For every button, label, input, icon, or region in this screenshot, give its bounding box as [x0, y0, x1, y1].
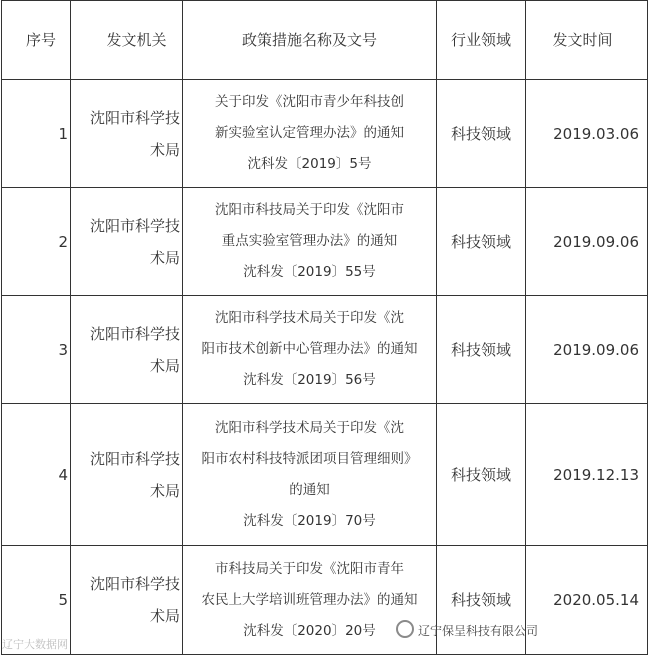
watermark-right: [396, 620, 538, 639]
policy-name-line: 阳市技术创新中心管理办法》的通知: [201, 341, 418, 357]
table-row: [2, 296, 648, 404]
header-industry: 行业领域: [437, 1, 526, 80]
table-header-row: [2, 1, 648, 80]
header-seq: 序号: [2, 1, 71, 80]
row-policy-name: [183, 404, 437, 546]
watermark-right-text: 辽宁保呈科技有限公司: [418, 624, 539, 638]
policy-name-line: 沈阳市科学技术局关于印发《沈: [215, 310, 404, 326]
header-date: 发文时间: [526, 1, 648, 80]
row-industry: 科技领域: [437, 404, 526, 546]
policy-doc-number: 沈科发〔2019〕56号: [243, 372, 376, 388]
table-row: [2, 546, 648, 655]
policy-name-line: 沈阳市科学技术局关于印发《沈: [215, 419, 404, 436]
row-policy-name: [183, 296, 437, 404]
header-org: 发文机关: [71, 1, 183, 80]
policy-name-line: 新实验室认定管理办法》的通知: [215, 125, 404, 141]
table-row: [2, 404, 648, 546]
row-org: 沈阳市科学技术局: [71, 296, 183, 404]
row-policy-name: [183, 188, 437, 296]
row-date: 2019.03.06: [526, 80, 648, 188]
policy-doc-number: 沈科发〔2020〕20号: [243, 622, 376, 639]
policy-doc-number: 沈科发〔2019〕5号: [247, 156, 372, 172]
policy-doc-number: 沈科发〔2019〕55号: [243, 264, 376, 280]
row-date: 2019.12.13: [526, 404, 648, 546]
policy-name-line: 关于印发《沈阳市青少年科技创: [215, 94, 404, 110]
row-seq: 5: [2, 546, 71, 655]
table-row: [2, 188, 648, 296]
row-org: 沈阳市科学技术局: [71, 80, 183, 188]
row-date: 2019.09.06: [526, 296, 648, 404]
header-name: 政策措施名称及文号: [183, 1, 437, 80]
row-industry: 科技领域: [437, 188, 526, 296]
policy-table: [1, 0, 648, 655]
policy-name-line: 农民上大学培训班管理办法》的通知: [201, 591, 418, 608]
policy-doc-number: 沈科发〔2019〕70号: [243, 512, 376, 529]
policy-name-line: 重点实验室管理办法》的通知: [221, 233, 398, 249]
policy-name-line: 阳市农村科技特派团项目管理细则》: [201, 450, 418, 467]
row-org: 沈阳市科学技术局: [71, 546, 183, 655]
table-row: [2, 80, 648, 188]
row-industry: 科技领域: [437, 80, 526, 188]
row-date: 2020.05.14: [526, 546, 648, 655]
row-seq: 3: [2, 296, 71, 404]
policy-name-line: 的通知: [289, 481, 330, 498]
company-logo-icon: [396, 620, 414, 638]
row-seq: 2: [2, 188, 71, 296]
row-policy-name: [183, 80, 437, 188]
policy-name-line: 市科技局关于印发《沈阳市青年: [215, 560, 404, 577]
row-org: 沈阳市科学技术局: [71, 404, 183, 546]
row-industry: 科技领域: [437, 546, 526, 655]
row-seq: 1: [2, 80, 71, 188]
row-industry: 科技领域: [437, 296, 526, 404]
policy-name-line: 沈阳市科技局关于印发《沈阳市: [215, 202, 404, 218]
row-date: 2019.09.06: [526, 188, 648, 296]
row-org: 沈阳市科学技术局: [71, 188, 183, 296]
row-seq: 4: [2, 404, 71, 546]
watermark-left: 辽宁大数据网: [2, 638, 68, 651]
